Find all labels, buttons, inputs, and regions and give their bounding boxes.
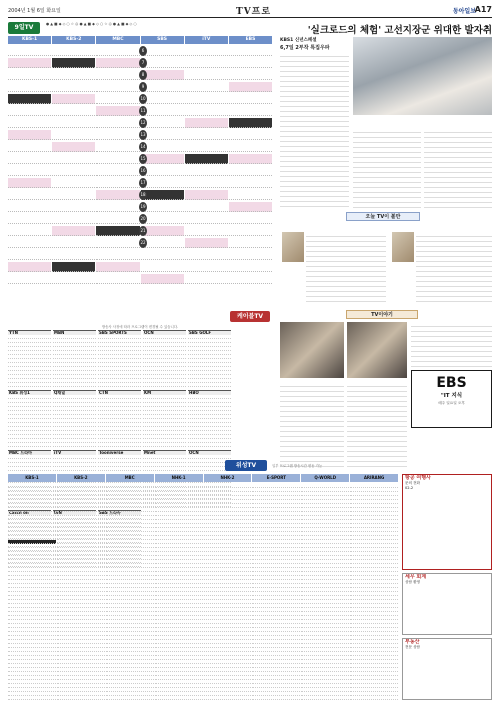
satellite-line xyxy=(350,696,398,700)
page-number: A17 xyxy=(474,5,492,14)
time-marker: 8 xyxy=(139,70,147,80)
program-cell xyxy=(52,214,95,224)
program-cell xyxy=(8,142,51,152)
program-cell xyxy=(229,142,272,152)
cable-channel-name: KBS 위성1 xyxy=(8,391,51,395)
cable-channel-name: SBS 드라마 xyxy=(98,511,141,515)
cable-line xyxy=(188,443,231,447)
program-cell xyxy=(52,82,95,92)
program-cell xyxy=(229,166,272,176)
program-cell xyxy=(96,238,139,248)
program-cell xyxy=(8,238,51,248)
channel-header-bar xyxy=(8,36,272,44)
program-cell xyxy=(96,262,139,272)
program-cell xyxy=(8,70,51,80)
satellite-channel: E-SPORT xyxy=(252,474,300,482)
cable-line xyxy=(8,443,51,447)
grid-col-mbc xyxy=(96,46,139,304)
box-title: 오늘 TV이 볼만 xyxy=(346,212,420,221)
satellite-line xyxy=(301,696,349,700)
text-line xyxy=(347,462,407,467)
program-cell xyxy=(229,70,272,80)
cable-channel-name: Q채널 xyxy=(53,391,96,395)
article-body-col1 xyxy=(280,52,349,207)
program-cell xyxy=(96,154,139,164)
cable-title: 케이블TV xyxy=(230,311,270,322)
cable-channel-block xyxy=(188,330,231,388)
review-thumb-1 xyxy=(282,232,304,262)
text-line xyxy=(280,202,349,207)
program-cell xyxy=(8,202,51,212)
program-cell xyxy=(52,70,95,80)
program-cell xyxy=(185,274,228,284)
program-cell xyxy=(96,70,139,80)
program-cell xyxy=(185,238,228,248)
ad-line: 02-2 xyxy=(405,486,414,490)
program-cell xyxy=(229,118,272,128)
program-cell xyxy=(8,190,51,200)
satellite-note: 일부 프로그램 방송시간 변동 가능 xyxy=(272,464,323,468)
side-story-body xyxy=(411,322,492,368)
program-cell xyxy=(52,46,95,56)
program-cell xyxy=(8,118,51,128)
time-marker: 22 xyxy=(139,238,147,248)
satellite-channel: KBS-1 xyxy=(8,474,56,482)
satellite-column xyxy=(252,484,300,702)
time-marker: 14 xyxy=(139,142,147,152)
satellite-line xyxy=(8,696,56,700)
program-cell xyxy=(96,58,139,68)
cable-channel-block xyxy=(143,330,186,388)
cable-channel-name: CTN xyxy=(98,391,141,395)
cable-channel-name: Catch on xyxy=(8,511,51,515)
cable-line xyxy=(143,443,186,447)
program-cell xyxy=(8,82,51,92)
program-cell xyxy=(8,166,51,176)
ad-title: 부동산 xyxy=(405,639,420,645)
program-cell xyxy=(96,214,139,224)
program-cell xyxy=(185,118,228,128)
cable-channel-name: SBS SPORTS xyxy=(98,331,141,335)
satellite-line xyxy=(106,696,154,700)
program-cell xyxy=(96,142,139,152)
classified-ad xyxy=(402,573,492,635)
article-photo xyxy=(353,37,492,115)
text-line xyxy=(306,297,386,302)
program-cell xyxy=(96,166,139,176)
program-cell xyxy=(185,106,228,116)
cable-channel-block xyxy=(143,390,186,448)
cable-channel-name: Mnet xyxy=(143,451,186,455)
program-cell xyxy=(185,130,228,140)
program-cell xyxy=(96,226,139,236)
satellite-channel: MBC xyxy=(106,474,154,482)
text-line xyxy=(424,203,492,208)
program-cell xyxy=(52,94,95,104)
review-body-1 xyxy=(306,232,386,304)
ad-title: 항공 여행사 xyxy=(405,475,431,481)
ad-line: 문의 전화 xyxy=(405,481,421,485)
article-channel-label: KBS1 신년스페셜 xyxy=(280,38,317,43)
satellite-line xyxy=(57,696,105,700)
time-marker: 9 xyxy=(139,82,147,92)
program-cell xyxy=(229,214,272,224)
cable-channel-name: HBO xyxy=(188,391,231,395)
cable-channel-name: SBS GOLF xyxy=(188,331,231,335)
program-cell xyxy=(52,262,95,272)
program-cell xyxy=(8,106,51,116)
cable-channel-name: Tooniverse xyxy=(98,451,141,455)
story-body-2 xyxy=(347,382,407,470)
program-cell xyxy=(185,178,228,188)
cable-channel-name: MBC 드라마 xyxy=(8,451,51,455)
program-cell xyxy=(8,46,51,56)
satellite-column xyxy=(57,484,105,702)
grid-col-itv xyxy=(185,46,228,304)
satellite-channel: ARIRANG xyxy=(350,474,398,482)
time-marker: 13 xyxy=(139,130,147,140)
classified-ads xyxy=(402,474,492,702)
program-cell xyxy=(229,106,272,116)
time-marker: 7 xyxy=(139,58,147,68)
program-cell xyxy=(185,70,228,80)
program-cell xyxy=(96,106,139,116)
cable-channel-block xyxy=(188,390,231,448)
time-marker: 6 xyxy=(139,46,147,56)
program-cell xyxy=(96,202,139,212)
program-cell xyxy=(96,94,139,104)
program-cell xyxy=(52,226,95,236)
program-cell xyxy=(185,250,228,260)
program-cell xyxy=(52,274,95,284)
ad-line: 전문 상담 xyxy=(405,645,421,649)
program-cell xyxy=(52,58,95,68)
program-cell xyxy=(229,178,272,188)
review-body-2 xyxy=(416,232,492,304)
program-cell xyxy=(229,82,272,92)
program-cell xyxy=(52,238,95,248)
program-cell xyxy=(229,190,272,200)
cable-line xyxy=(53,443,96,447)
cable-channel-name: KM xyxy=(143,391,186,395)
time-marker: 18 xyxy=(139,190,147,200)
program-cell xyxy=(52,178,95,188)
cable-channel-name: OCN xyxy=(188,451,231,455)
satellite-line xyxy=(204,696,252,700)
satellite-column xyxy=(350,484,398,702)
program-cell xyxy=(52,106,95,116)
time-column xyxy=(139,46,147,304)
program-cell xyxy=(185,94,228,104)
channel-sbs: SBS xyxy=(141,36,184,44)
grid-col-kbs2 xyxy=(52,46,95,304)
program-cell xyxy=(52,166,95,176)
cable-channel-name: tvN xyxy=(53,511,96,515)
cable-line xyxy=(188,383,231,387)
program-cell xyxy=(96,250,139,260)
article-headline: '실크로드의 체험' 고선지장군 위대한 발자취 xyxy=(307,25,492,36)
program-cell xyxy=(8,274,51,284)
satellite-grid xyxy=(8,484,398,702)
cable-line xyxy=(143,383,186,387)
ebs-ad-note: 매주 일요일 오후 xyxy=(438,401,465,405)
program-cell xyxy=(96,178,139,188)
satellite-column xyxy=(8,484,56,702)
ebs-logo: EBS xyxy=(436,375,467,391)
time-marker: 17 xyxy=(139,178,147,188)
program-cell xyxy=(96,130,139,140)
program-cell xyxy=(8,214,51,224)
program-cell xyxy=(185,262,228,272)
program-cell xyxy=(185,226,228,236)
page-header xyxy=(8,4,492,18)
program-cell xyxy=(96,46,139,56)
program-cell xyxy=(8,154,51,164)
section-title: TV프로 xyxy=(236,7,272,17)
program-cell xyxy=(96,82,139,92)
time-marker: 16 xyxy=(139,166,147,176)
channel-ebs: EBS xyxy=(229,36,272,44)
cable-channel-name: MBN xyxy=(53,331,96,335)
text-line xyxy=(353,203,421,208)
article-body-col2 xyxy=(353,128,421,208)
time-marker: 19 xyxy=(139,202,147,212)
program-cell xyxy=(229,226,272,236)
program-cell xyxy=(229,202,272,212)
channel-kbs1: KBS-1 xyxy=(8,36,51,44)
program-cell xyxy=(229,58,272,68)
story-body-1 xyxy=(280,382,344,470)
satellite-title: 위성TV xyxy=(225,460,267,471)
time-marker: 20 xyxy=(139,214,147,224)
program-cell xyxy=(185,166,228,176)
article-subtitle: 6,7일 2부작 특집우파 xyxy=(280,45,330,51)
program-cell xyxy=(229,262,272,272)
program-cell xyxy=(8,262,51,272)
program-cell xyxy=(8,226,51,236)
publisher-name: 동아일보 xyxy=(452,8,476,15)
satellite-column xyxy=(301,484,349,702)
satellite-channel: NHK-1 xyxy=(155,474,203,482)
grid-col-ebs xyxy=(229,46,272,304)
program-cell xyxy=(229,274,272,284)
program-cell xyxy=(229,238,272,248)
program-cell xyxy=(229,154,272,164)
cable-channel-name: YTN xyxy=(8,331,51,335)
cable-channel-name: OCN xyxy=(143,331,186,335)
time-marker: 10 xyxy=(139,94,147,104)
satellite-channel: Q-WORLD xyxy=(301,474,349,482)
program-cell xyxy=(185,58,228,68)
program-cell xyxy=(185,202,228,212)
program-cell xyxy=(8,178,51,188)
time-marker: 21 xyxy=(139,226,147,236)
program-cell xyxy=(96,190,139,200)
legend: ● ▲ ■ ◆ ◇ ○ ☆ ◎ ● ▲ ■ ◆ ◇ ○ ☆ ◎ ● ▲ ■ ◆ ◇ ○ xyxy=(46,22,137,26)
cable-line xyxy=(98,443,141,447)
grid-col-kbs1 xyxy=(8,46,51,304)
classified-ad xyxy=(402,474,492,570)
review-thumb-2 xyxy=(392,232,414,262)
satellite-channel-bar xyxy=(8,474,398,482)
program-cell xyxy=(52,190,95,200)
program-cell xyxy=(52,142,95,152)
satellite-column xyxy=(106,484,154,702)
time-marker: 11 xyxy=(139,106,147,116)
program-cell xyxy=(185,214,228,224)
ebs-ad-title: "IT 지식 xyxy=(440,393,463,399)
program-cell xyxy=(229,46,272,56)
cable-note: 방송사 사정에 따라 프로그램이 변경될 수 있습니다. xyxy=(101,325,179,329)
program-cell xyxy=(185,190,228,200)
program-cell xyxy=(229,250,272,260)
satellite-line xyxy=(155,696,203,700)
channel-itv: iTV xyxy=(185,36,228,44)
satellite-column xyxy=(155,484,203,702)
ad-title: 세무 회계 xyxy=(405,574,427,580)
program-cell xyxy=(8,58,51,68)
cable-line xyxy=(98,383,141,387)
program-cell xyxy=(8,94,51,104)
program-cell xyxy=(52,250,95,260)
program-cell xyxy=(52,154,95,164)
program-cell xyxy=(185,142,228,152)
program-cell xyxy=(185,46,228,56)
issue-date: 2004년 1월 6일 화요일 xyxy=(8,8,61,14)
program-cell xyxy=(96,274,139,284)
cable-channel-block xyxy=(8,330,51,388)
satellite-line xyxy=(252,696,300,700)
story-photo-1 xyxy=(280,322,344,378)
program-cell xyxy=(185,154,228,164)
tv-point-title: TV이야기 xyxy=(346,310,418,319)
program-cell xyxy=(8,130,51,140)
cable-line xyxy=(53,383,96,387)
program-cell xyxy=(229,130,272,140)
story-photo-2 xyxy=(347,322,407,378)
time-marker: 15 xyxy=(139,154,147,164)
program-cell xyxy=(8,250,51,260)
cable-channel-name: iTV xyxy=(53,451,96,455)
cable-channel-block xyxy=(53,330,96,388)
cable-channel-block xyxy=(8,390,51,448)
program-cell xyxy=(229,94,272,104)
cable-channel-block xyxy=(98,330,141,388)
cable-channel-block xyxy=(53,390,96,448)
time-marker: 12 xyxy=(139,118,147,128)
satellite-channel: NHK-2 xyxy=(204,474,252,482)
article-body-col3 xyxy=(424,128,492,208)
text-line xyxy=(411,362,492,367)
program-cell xyxy=(52,118,95,128)
program-cell xyxy=(96,118,139,128)
program-cell xyxy=(52,130,95,140)
channel-mbc: MBC xyxy=(96,36,139,44)
cable-line xyxy=(8,383,51,387)
text-line xyxy=(416,297,492,302)
program-cell xyxy=(52,202,95,212)
today-tv-title: 9일TV xyxy=(8,22,40,34)
classified-ad xyxy=(402,638,492,700)
program-cell xyxy=(185,82,228,92)
cable-channel-block xyxy=(98,390,141,448)
satellite-channel: KBS-2 xyxy=(57,474,105,482)
satellite-column xyxy=(204,484,252,702)
channel-kbs2: KBS-2 xyxy=(52,36,95,44)
ad-line: 상담 환영 xyxy=(405,580,421,584)
ebs-ad xyxy=(411,370,492,428)
